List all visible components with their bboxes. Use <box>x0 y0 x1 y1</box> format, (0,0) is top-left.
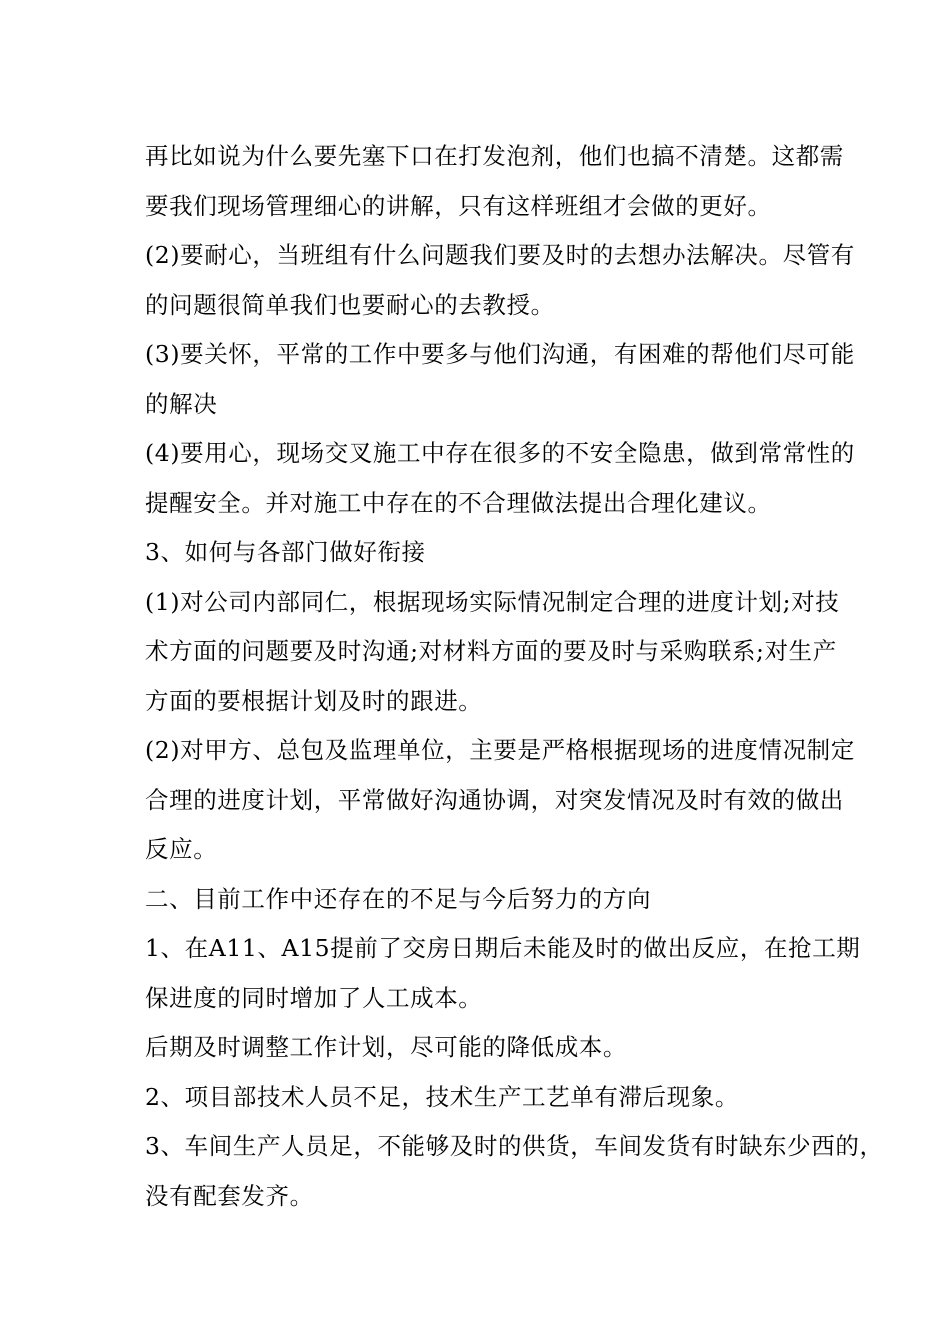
text-line: 1、在A11、A15提前了交房日期后未能及时的做出反应，在抢工期 <box>145 934 861 962</box>
text-line: (2)对甲方、总包及监理单位，主要是严格根据现场的进度情况制定 <box>145 736 855 764</box>
section-heading: 3、如何与各部门做好衔接 <box>145 538 426 566</box>
text-line: 保进度的同时增加了人工成本。 <box>145 983 483 1012</box>
text-line: (4)要用心，现场交叉施工中存在很多的不安全隐患，做到常常性的 <box>145 439 855 467</box>
text-line: 的问题很简单我们也要耐心的去教授。 <box>145 290 555 319</box>
text-line: 2、项目部技术人员不足，技术生产工艺单有滞后现象。 <box>145 1082 739 1111</box>
section-heading: 二、目前工作中还存在的不足与今后努力的方向 <box>145 884 652 913</box>
text-line: 术方面的问题要及时沟通;对材料方面的要及时与采购联系;对生产 <box>145 637 837 665</box>
text-line: (2)要耐心，当班组有什么问题我们要及时的去想办法解决。尽管有 <box>145 241 855 269</box>
text-line: (3)要关怀，平常的工作中要多与他们沟通，有困难的帮他们尽可能 <box>145 340 855 368</box>
text-line: 后期及时调整工作计划，尽可能的降低成本。 <box>145 1033 627 1061</box>
text-line: 没有配套发齐。 <box>145 1181 314 1210</box>
text-line: (1)对公司内部同仁，根据现场实际情况制定合理的进度计划;对技 <box>145 587 840 616</box>
document-body <box>145 132 884 1221</box>
text-line: 合理的进度计划，平常做好沟通协调，对突发情况及时有效的做出 <box>145 785 844 814</box>
text-line: 方面的要根据计划及时的跟进。 <box>145 686 483 715</box>
text-line: 提醒安全。并对施工中存在的不合理做法提出合理化建议。 <box>145 488 772 517</box>
text-line: 再比如说为什么要先塞下口在打发泡剂，他们也搞不清楚。这都需 <box>145 142 844 170</box>
text-line: 反应。 <box>145 835 218 863</box>
text-line: 的解决 <box>145 389 218 418</box>
text-line: 3、车间生产人员足，不能够及时的供货，车间发货有时缺东少西的， <box>145 1132 884 1160</box>
text-line: 要我们现场管理细心的讲解，只有这样班组才会做的更好。 <box>145 191 772 220</box>
